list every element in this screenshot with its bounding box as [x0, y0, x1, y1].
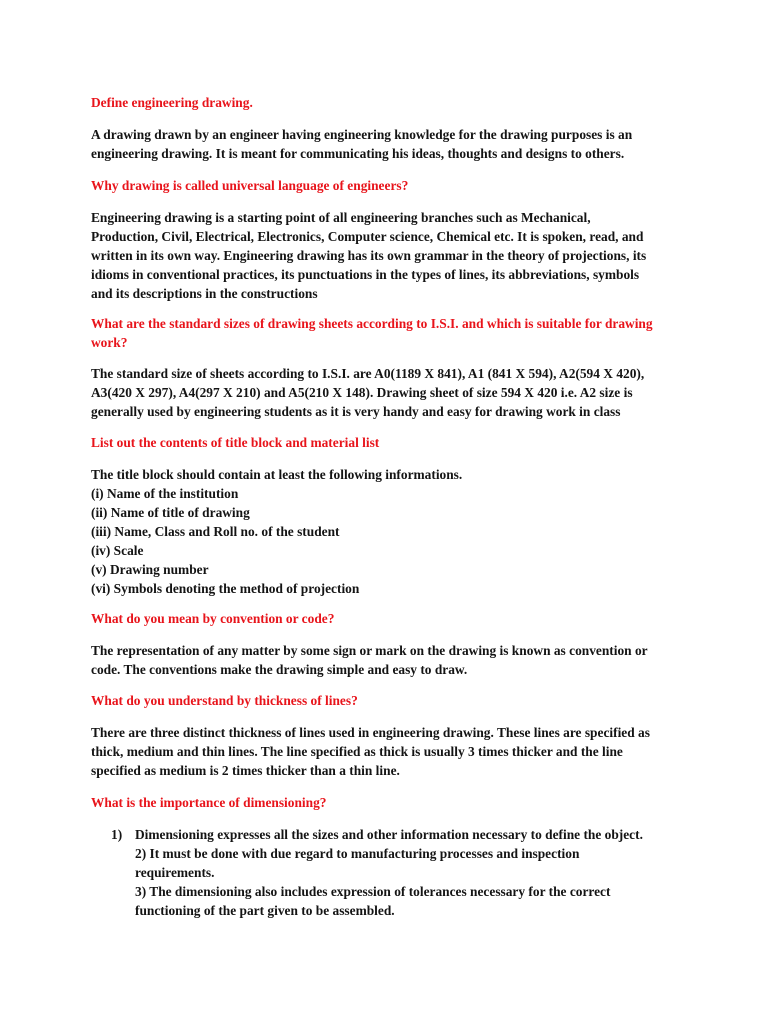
paragraph-line: The representation of any matter by some sign or mark on the drawing is known as convention or	[91, 643, 648, 658]
paragraph-line: engineering drawing. It is meant for communicating his ideas, thoughts and designs to others.	[91, 146, 625, 161]
paragraph-line: A drawing drawn by an engineer having engineering knowledge for the drawing purposes is an	[91, 127, 633, 142]
list-item: (iv) Scale	[91, 543, 144, 558]
paragraph-line: generally used by engineering students as it is very handy and easy for drawing work in class	[91, 404, 621, 419]
list-item: requirements.	[135, 865, 215, 880]
paragraph-line: The title block should contain at least the following informations.	[91, 467, 463, 482]
heading-thickness-of-lines: What do you understand by thickness of lines?	[91, 693, 358, 708]
paragraph-line: thick, medium and thin lines. The line specified as thick is usually 3 times thicker and the line	[91, 744, 623, 759]
paragraph-line: There are three distinct thickness of lines used in engineering drawing. These lines are specified as	[91, 725, 650, 740]
heading-convention-or-code: What do you mean by convention or code?	[91, 611, 335, 626]
answer-thickness-of-lines	[91, 723, 691, 780]
answer-standard-sheet-sizes	[91, 364, 691, 421]
paragraph-line: written in its own way. Engineering drawing has its own grammar in the theory of projections, its	[91, 248, 647, 263]
list-item: Dimensioning expresses all the sizes and other information necessary to define the object.	[135, 827, 643, 842]
answer-importance-of-dimensioning	[135, 825, 695, 920]
answer-define-engineering-drawing	[91, 125, 691, 163]
heading-universal-language: Why drawing is called universal language of engineers?	[91, 178, 409, 193]
answer-title-block-contents	[91, 465, 691, 598]
paragraph-line: and its descriptions in the constructions	[91, 286, 318, 301]
list-number: 1)	[111, 827, 123, 842]
list-item: (ii) Name of title of drawing	[91, 505, 250, 520]
answer-convention-or-code	[91, 641, 691, 679]
heading-define-engineering-drawing: Define engineering drawing.	[91, 95, 253, 110]
paragraph-line: idioms in conventional practices, its punctuations in the types of lines, its abbreviations, symbols	[91, 267, 640, 282]
list-item: 2) It must be done with due regard to manufacturing processes and inspection	[135, 846, 580, 861]
heading-title-block-contents: List out the contents of title block and material list	[91, 435, 380, 450]
paragraph-line: Engineering drawing is a starting point of all engineering branches such as Mechanical,	[91, 210, 591, 225]
paragraph-line: The standard size of sheets according to I.S.I. are A0(1189 X 841), A1 (841 X 594), A2(594 X 420),	[91, 366, 645, 381]
list-item: (vi) Symbols denoting the method of projection	[91, 581, 360, 596]
list-item: 3) The dimensioning also includes expression of tolerances necessary for the correct	[135, 884, 611, 899]
list-item: functioning of the part given to be assembled.	[135, 903, 395, 918]
paragraph-line: A3(420 X 297), A4(297 X 210) and A5(210 X 148). Drawing sheet of size 594 X 420 i.e. A2 size is	[91, 385, 633, 400]
heading-standard-sheet-sizes: What are the standard sizes of drawing sheets according to I.S.I. and which is suitable for drawing work?	[91, 316, 653, 350]
list-item: (i) Name of the institution	[91, 486, 239, 501]
paragraph-line: Production, Civil, Electrical, Electronics, Computer science, Chemical etc. It is spoken, read, and	[91, 229, 644, 244]
list-item: (v) Drawing number	[91, 562, 209, 577]
paragraph-line: code. The conventions make the drawing simple and easy to draw.	[91, 662, 468, 677]
paragraph-line: specified as medium is 2 times thicker than a thin line.	[91, 763, 400, 778]
answer-universal-language	[91, 208, 691, 303]
list-item: (iii) Name, Class and Roll no. of the student	[91, 524, 340, 539]
heading-importance-of-dimensioning: What is the importance of dimensioning?	[91, 795, 327, 810]
